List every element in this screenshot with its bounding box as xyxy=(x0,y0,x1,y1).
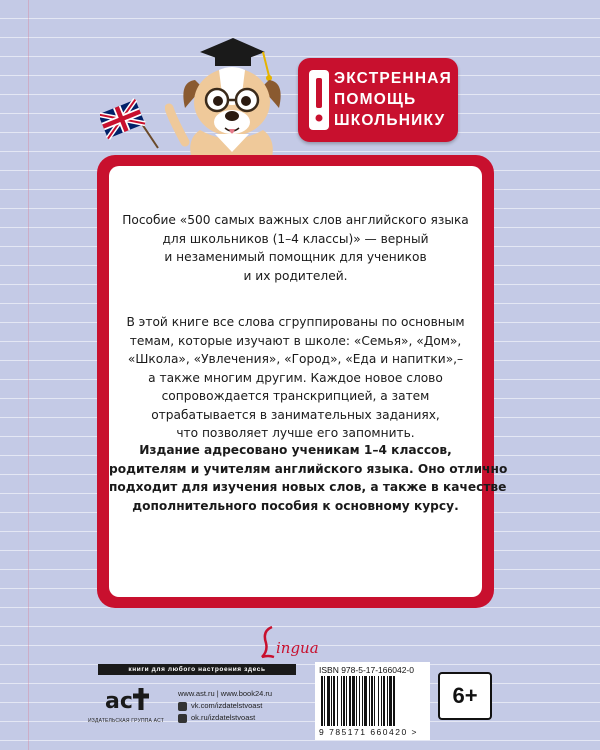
barcode-bar xyxy=(364,676,367,726)
badge-line-3: ШКОЛЬНИКУ xyxy=(334,112,446,129)
text-line: отрабатывается в занимательных заданиях, xyxy=(151,407,440,422)
emergency-help-badge xyxy=(298,58,458,142)
barcode-bar xyxy=(324,676,325,726)
barcode-bar xyxy=(352,676,355,726)
text-line: и их родителей. xyxy=(243,268,348,283)
text-line: дополнительного пособия к основному курсу. xyxy=(132,498,459,513)
text-line: а также многим другим. Каждое новое слово xyxy=(148,370,443,385)
barcode-bar xyxy=(331,676,332,726)
text-line: что позволяет лучше его запомнить. xyxy=(176,426,415,440)
isbn-barcode-block xyxy=(315,662,430,740)
text-line: сопровождается транскрипцией, а затем xyxy=(161,389,430,403)
barcode-bar xyxy=(327,676,330,726)
website-links[interactable] xyxy=(178,688,272,700)
website-links-text[interactable]: www.ast.ru | www.book24.ru xyxy=(178,689,273,698)
barcode-bar xyxy=(387,676,388,726)
barcode-bar xyxy=(346,676,347,726)
publisher-links xyxy=(178,688,272,724)
text-line: «Школа», «Увлечения», «Город», «Еда и напитки»,– xyxy=(127,352,464,366)
barcode-icon xyxy=(319,676,426,726)
badge-line-2: ПОМОЩЬ xyxy=(334,91,417,108)
svg-text:ас: ас xyxy=(105,689,133,714)
barcode-bar xyxy=(389,676,392,726)
description-card-inner xyxy=(109,166,508,597)
barcode-bar xyxy=(321,676,323,726)
barcode-bar xyxy=(374,676,375,726)
badge-text xyxy=(334,68,454,131)
vk-link-text[interactable]: vk.com/izdatelstvoast xyxy=(191,701,263,710)
barcode-bar xyxy=(359,676,360,726)
text-line: и незаменимый помощник для учеников xyxy=(164,250,427,264)
lingua-logo-mark xyxy=(258,625,276,659)
description-paragraph-2 xyxy=(109,313,482,443)
barcode-bar xyxy=(371,676,373,726)
text-line: для школьников (1–4 классы)» — верный xyxy=(162,231,429,246)
exclamation-icon xyxy=(309,70,329,130)
ok-icon xyxy=(178,714,187,723)
tagline-bar xyxy=(98,664,296,675)
ast-publisher-logo xyxy=(103,680,163,716)
text-line: темам, которые изучают в школе: «Семья», «Дом», xyxy=(129,333,462,348)
barcode-bar xyxy=(369,676,370,726)
ast-caption: ИЗДАТЕЛЬСКАЯ ГРУППА АСТ xyxy=(88,718,164,724)
barcode-bar xyxy=(381,676,382,726)
text-line: В этой книге все слова сгруппированы по основным xyxy=(126,315,465,329)
text-line: Пособие «500 самых важных слов английского языка xyxy=(122,213,469,227)
barcode-bar xyxy=(333,676,335,726)
lingua-logo-text: ingua xyxy=(276,639,319,657)
barcode-bar xyxy=(337,676,338,726)
age-rating-badge: 6+ xyxy=(438,672,492,720)
barcode-bar xyxy=(362,676,363,726)
description-paragraph-3 xyxy=(109,441,508,515)
barcode-bar xyxy=(343,676,345,726)
ok-link-text[interactable]: ok.ru/izdatelstvoast xyxy=(191,713,256,722)
british-flag-icon xyxy=(100,98,160,153)
tagline: книги для любого настроения здесь xyxy=(128,666,266,673)
text-line: родителям и учителям английского языка. Оно отлично xyxy=(109,461,508,476)
barcode-bar xyxy=(356,676,357,726)
dog-mascot-illustration xyxy=(165,30,295,165)
barcode-bar xyxy=(383,676,385,726)
ok-link[interactable] xyxy=(178,712,272,724)
barcode-bar xyxy=(341,676,342,726)
text-line: Издание адресовано ученикам 1–4 классов, xyxy=(139,443,452,457)
vk-icon xyxy=(178,702,187,711)
barcode-bar xyxy=(349,676,351,726)
description-card xyxy=(97,155,508,608)
badge-line-1: ЭКСТРЕННАЯ xyxy=(334,70,452,87)
description-paragraph-1 xyxy=(109,211,482,285)
barcode-number: 9 785171 660420 > xyxy=(319,727,419,737)
isbn: ISBN 978-5-17-166042-0 xyxy=(319,665,414,675)
text-line: подходит для изучения новых слов, а также в качестве xyxy=(109,480,507,494)
barcode-bar xyxy=(378,676,379,726)
vk-link[interactable] xyxy=(178,700,272,712)
barcode-bar xyxy=(393,676,395,726)
